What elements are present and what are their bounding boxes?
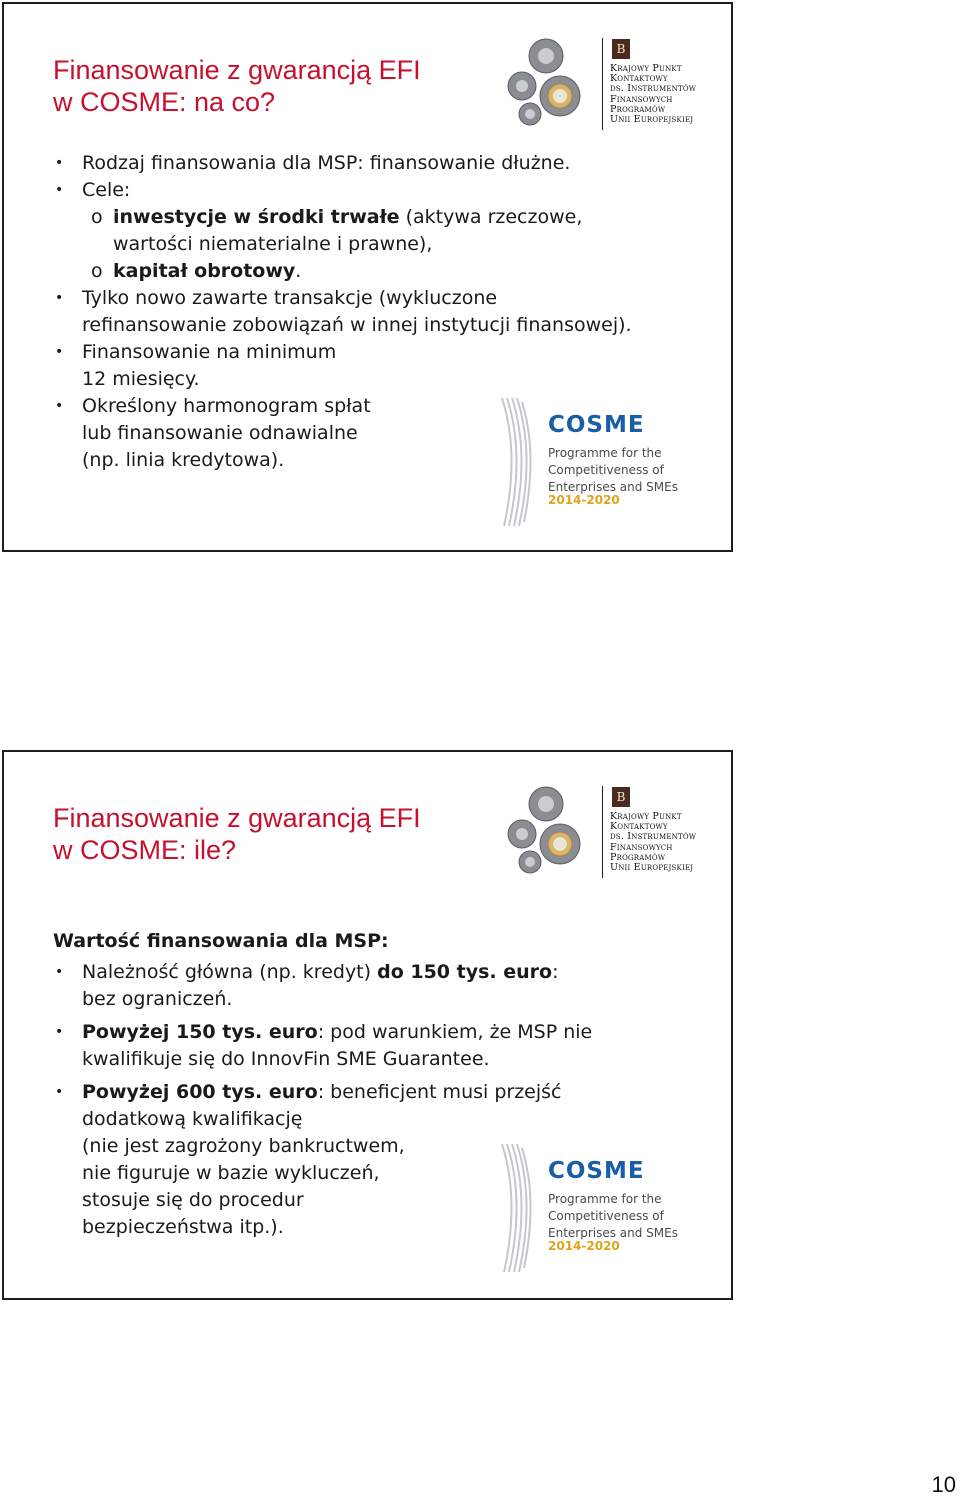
bullet-text: stosuje się do procedur — [82, 1189, 304, 1211]
cosme-stripes-icon — [500, 1140, 540, 1275]
bullet-text: refinansowanie zobowiązań w innej instytucji finansowej). — [82, 314, 632, 336]
slide-title — [53, 54, 421, 118]
cosme-line-2: Competitiveness of — [548, 1209, 664, 1223]
kpk-line-3: ds. Instrumentów — [610, 831, 697, 843]
kpk-line-2: Kontaktowy — [610, 821, 668, 833]
cosme-stripes-icon — [500, 394, 540, 529]
cosme-line-1: Programme for the — [548, 446, 662, 460]
kpk-logo-text — [610, 812, 696, 873]
title-line-1: Finansowanie z gwarancją EFI — [53, 55, 421, 85]
kpk-line-1: Krajowy Punkt — [610, 63, 682, 74]
kpk-logo — [502, 34, 712, 134]
kpk-emblem-icon: B — [612, 39, 630, 59]
bullet-text: : — [552, 961, 559, 983]
kpk-line-4: Finansowych — [610, 841, 673, 853]
kpk-line-5: Programów — [610, 103, 666, 115]
bullet-text: bez ograniczeń. — [82, 988, 233, 1010]
title-line-2: w COSME: ile? — [53, 835, 237, 865]
list-item — [53, 1019, 592, 1073]
sub-list-item — [53, 204, 632, 258]
logo-divider — [602, 38, 603, 130]
kpk-logo-text — [610, 64, 696, 125]
kpk-emblem-icon: B — [612, 787, 630, 807]
sub-text: (aktywa rzeczowe, — [399, 206, 583, 228]
bullet-text: Rodzaj finansowania dla MSP: finansowanie dłużne. — [82, 152, 571, 174]
page-number: 10 — [931, 1472, 956, 1497]
cosme-logo — [500, 394, 680, 529]
section-heading: Wartość finansowania dla MSP: — [53, 930, 389, 952]
bullet-text: 12 miesięcy. — [82, 368, 200, 390]
list-item — [53, 285, 632, 339]
cosme-title: COSME — [548, 412, 645, 438]
bullet-text: : pod warunkiem, że MSP nie — [317, 1021, 593, 1043]
slide-2 — [2, 750, 733, 1300]
list-item — [53, 150, 632, 177]
cosme-years: 2014-2020 — [548, 1239, 620, 1253]
cosme-line-1: Programme for the — [548, 1192, 662, 1206]
kpk-line-2: Kontaktowy — [610, 73, 668, 85]
gears-icon — [502, 782, 592, 877]
list-item — [53, 959, 592, 1013]
bold-text: Powyżej 150 tys. euro — [82, 1021, 318, 1043]
slide-title — [53, 802, 421, 866]
bold-text: do 150 tys. euro — [377, 961, 553, 983]
title-line-2: w COSME: na co? — [53, 87, 276, 117]
bold-text: Powyżej 600 tys. euro — [82, 1081, 318, 1103]
logo-divider — [602, 786, 603, 878]
bullet-text: dodatkową kwalifikację — [82, 1108, 303, 1130]
kpk-line-6: Unii Europejskiej — [610, 862, 694, 874]
kpk-line-5: Programów — [610, 851, 666, 863]
sub-text: . — [295, 260, 302, 282]
bold-text: inwestycje w środki trwałe — [113, 206, 400, 228]
bullet-text: Określony harmonogram spłat — [82, 395, 371, 417]
bold-text: kapitał obrotowy — [113, 260, 296, 282]
cosme-line-3: Enterprises and SMEs — [548, 1226, 678, 1240]
slide-1 — [2, 2, 733, 552]
bullet-text: kwalifikuje się do InnovFin SME Guarantee. — [82, 1048, 490, 1070]
kpk-line-4: Finansowych — [610, 93, 673, 105]
bullet-text: (np. linia kredytowa). — [82, 449, 285, 471]
bullet-text: Cele: — [82, 179, 131, 201]
cosme-line-2: Competitiveness of — [548, 463, 664, 477]
list-item — [53, 339, 632, 393]
title-line-1: Finansowanie z gwarancją EFI — [53, 803, 421, 833]
kpk-line-6: Unii Europejskiej — [610, 114, 694, 126]
bullet-text: (nie jest zagrożony bankructwem, — [82, 1135, 405, 1157]
cosme-years: 2014-2020 — [548, 493, 620, 507]
bullet-text: : beneficjent musi przejść — [317, 1081, 562, 1103]
kpk-line-1: Krajowy Punkt — [610, 811, 682, 822]
bullet-text: bezpieczeństwa itp.). — [82, 1216, 284, 1238]
sub-text: wartości niematerialne i prawne), — [113, 233, 433, 255]
cosme-title: COSME — [548, 1158, 645, 1184]
cosme-logo — [500, 1140, 680, 1275]
cosme-line-3: Enterprises and SMEs — [548, 480, 678, 494]
bullet-text: Finansowanie na minimum — [82, 341, 337, 363]
bullet-text: Tylko nowo zawarte transakcje (wykluczone — [82, 287, 498, 309]
list-item — [53, 177, 632, 204]
bullet-text: lub finansowanie odnawialne — [82, 422, 358, 444]
gears-icon — [502, 34, 592, 129]
sub-list-item — [53, 258, 632, 285]
kpk-line-3: ds. Instrumentów — [610, 83, 697, 95]
bullet-text: Należność główna (np. kredyt) — [82, 961, 378, 983]
kpk-logo — [502, 782, 712, 882]
bullet-text: nie figuruje w bazie wykluczeń, — [82, 1162, 380, 1184]
